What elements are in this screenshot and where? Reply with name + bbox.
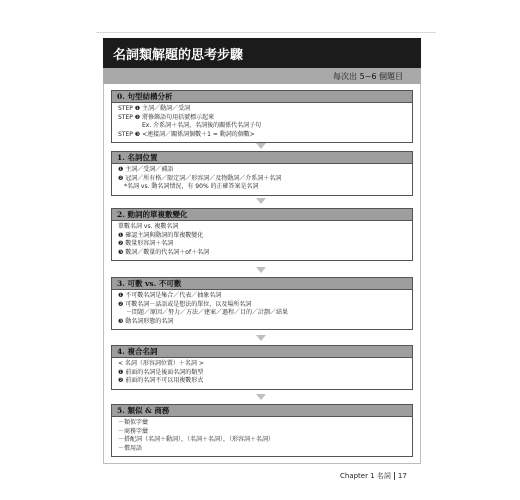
section-verb-agreement xyxy=(111,208,413,261)
section-line: －搭配詞（名詞＋動詞），（名詞＋名詞），（形容詞＋名詞） xyxy=(118,436,275,444)
section-line: ❶ 前面的名詞是後面名詞的類型 xyxy=(118,368,204,376)
section-line: ❷ 前面的名詞不可以用複數形式 xyxy=(118,377,204,385)
down-arrow-icon xyxy=(256,143,266,149)
section-line: ❶ 確認主詞與動詞的單複數變化 xyxy=(118,231,204,239)
section-line: －問題／原因／努力／方法／建案／過程／目的／計劃／結果 xyxy=(126,309,289,317)
down-arrow-icon xyxy=(256,394,266,400)
section-line: ❶ 不可數名詞是集合／代表／抽象名詞 xyxy=(118,292,222,299)
section-heading: 0. 句型結構分析 xyxy=(111,90,413,103)
section-compound-noun xyxy=(111,345,413,390)
footer-divider xyxy=(394,472,395,480)
section-line: ❷ 數量形容詞＋名詞 xyxy=(118,240,174,248)
section-line: ❸ 動名詞形態的名詞 xyxy=(118,317,174,325)
page-subtitle: 每次出 5~6 個題目 xyxy=(103,68,421,84)
section-heading: 2. 動詞的單複數變化 xyxy=(111,208,413,221)
section-line: STEP ❷ 將修飾語句用括號標示起來 xyxy=(118,113,215,121)
section-heading: 5. 類似 & 商務 xyxy=(111,404,413,417)
down-arrow-icon xyxy=(256,198,266,204)
section-body xyxy=(111,417,413,457)
section-line: ❶ 主詞／受詞／補語 xyxy=(118,166,174,173)
section-countable xyxy=(111,277,413,330)
section-body xyxy=(111,290,413,330)
section-line: －類似字彙 xyxy=(118,419,149,426)
page-footer xyxy=(340,471,407,481)
section-sentence-structure xyxy=(111,90,413,143)
section-line: ❸ 數詞／數量的代名詞＋of＋名詞 xyxy=(118,248,210,256)
page-top-rule xyxy=(96,32,436,33)
section-heading: 3. 可數 vs. 不可數 xyxy=(111,277,413,290)
page-number: 17 xyxy=(397,472,407,480)
section-heading: 4. 複合名詞 xyxy=(111,345,413,358)
section-line: 單數名詞 vs. 複數名詞 xyxy=(118,223,179,230)
chapter-label: Chapter 1 名詞 xyxy=(340,472,391,480)
section-similar-business xyxy=(111,404,413,457)
section-line: ❷ 冠詞／所有格／限定詞／形容詞／及物動詞／介系詞＋名詞 xyxy=(118,174,282,182)
section-body xyxy=(111,103,413,143)
section-noun-position xyxy=(111,151,413,196)
down-arrow-icon xyxy=(256,335,266,341)
section-line: < 名詞（形容詞位置）＋名詞 > xyxy=(118,360,204,367)
section-line: －慣用語 xyxy=(118,444,143,452)
section-body xyxy=(111,164,413,196)
section-line: ❷ 可數名詞－話語或是想法的單位，以及場所名詞 xyxy=(118,300,252,308)
section-line: Ex. 介系詞＋名詞，名詞後的關係代名詞子句 xyxy=(142,122,262,130)
section-line: －商務字彙 xyxy=(118,427,149,435)
section-body xyxy=(111,358,413,390)
down-arrow-icon xyxy=(256,267,266,273)
page-title: 名詞類解題的思考步驟 xyxy=(103,38,421,68)
section-heading: 1. 名詞位置 xyxy=(111,151,413,164)
section-line: STEP ❶ 主詞／動詞／受詞 xyxy=(118,105,191,112)
section-body xyxy=(111,221,413,261)
section-line: STEP ❸ <連接詞／關係詞個數＋1 = 動詞的個數> xyxy=(118,130,255,138)
section-line: *名詞 vs. 動名詞情況，有 90% 的正確答案是名詞 xyxy=(124,183,259,191)
